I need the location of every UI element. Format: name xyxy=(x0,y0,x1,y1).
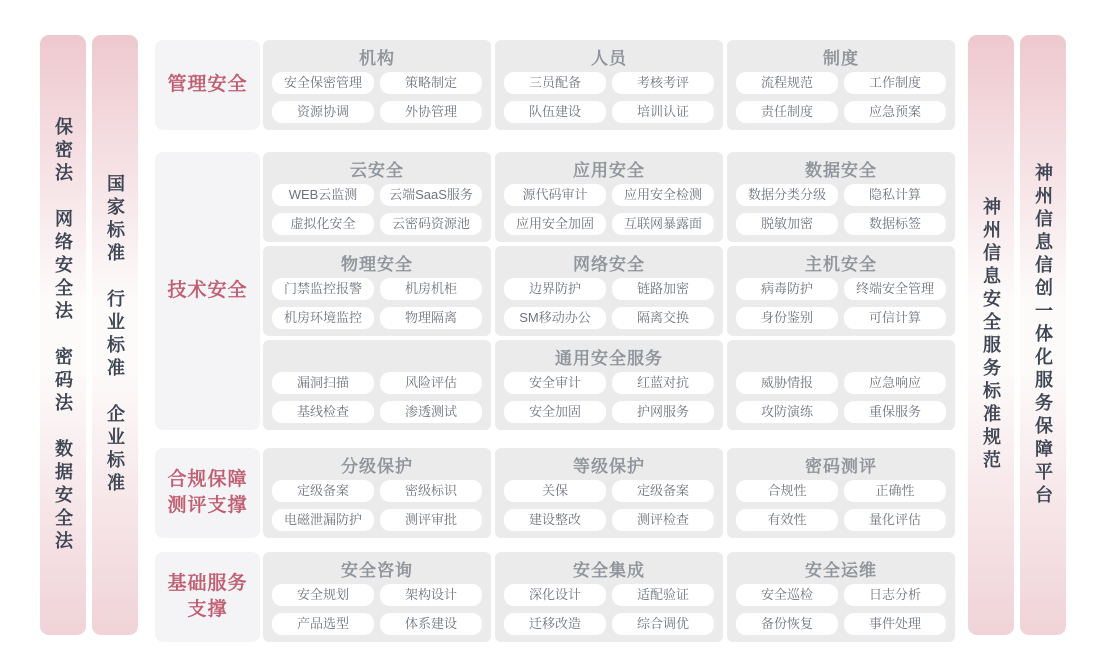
service-chip: 安全保密管理 xyxy=(272,72,374,94)
service-chip: 重保服务 xyxy=(844,401,946,423)
category-panel xyxy=(727,448,955,538)
category-title: 安全咨询 xyxy=(341,561,413,580)
service-chip: 培训认证 xyxy=(612,101,714,123)
panel-row xyxy=(263,152,955,242)
service-chip: 安全加固 xyxy=(504,401,606,423)
service-chip: 互联网暴露面 xyxy=(612,213,714,235)
panel-row xyxy=(263,246,955,336)
standards-bar-text: 国家标准 行业标准 企业标准 xyxy=(105,174,125,496)
service-chip: 事件处理 xyxy=(844,613,946,635)
category-title: 等级保护 xyxy=(573,457,645,476)
service-chip: 考核考评 xyxy=(612,72,714,94)
section-label-compliance xyxy=(155,448,260,538)
category-title: 通用安全服务 xyxy=(555,349,663,368)
service-chip-grid xyxy=(727,277,955,329)
panel-row xyxy=(263,552,955,642)
service-chip-grid xyxy=(495,71,723,123)
category-panel xyxy=(727,246,955,336)
panel-row xyxy=(263,40,955,130)
category-panel xyxy=(495,340,723,430)
service-chip: 应急响应 xyxy=(844,372,946,394)
panel-row xyxy=(263,340,955,430)
category-title: 物理安全 xyxy=(341,255,413,274)
service-chip-grid xyxy=(495,479,723,531)
service-chip: 安全规划 xyxy=(272,584,374,606)
service-chip: SM移动办公 xyxy=(504,307,606,329)
category-panel xyxy=(263,448,491,538)
service-chip: 量化评估 xyxy=(844,509,946,531)
category-panel xyxy=(727,552,955,642)
service-standard-bar-text: 神州信息安全服务标准规范 xyxy=(981,197,1001,473)
platform-bar-text: 神州信息信创一体化服务保障平台 xyxy=(1033,162,1053,508)
service-chip: 数据分类分级 xyxy=(736,184,838,206)
service-chip-grid xyxy=(263,583,491,635)
service-chip: 链路加密 xyxy=(612,278,714,300)
category-panel xyxy=(263,246,491,336)
category-panel xyxy=(263,340,491,430)
section-basic-services xyxy=(155,552,955,642)
service-chip: 合规性 xyxy=(736,480,838,502)
category-panel xyxy=(495,152,723,242)
service-chip: 机房机柜 xyxy=(380,278,482,300)
service-chip: 深化设计 xyxy=(504,584,606,606)
service-chip-grid xyxy=(495,583,723,635)
service-chip: 体系建设 xyxy=(380,613,482,635)
service-chip-grid xyxy=(727,371,955,423)
service-chip: 红蓝对抗 xyxy=(612,372,714,394)
section-label-line: 测评支撑 xyxy=(167,495,248,516)
service-chip-grid xyxy=(727,71,955,123)
category-title: 机构 xyxy=(359,49,395,68)
service-chip: 密级标识 xyxy=(380,480,482,502)
category-panel xyxy=(263,40,491,130)
category-title xyxy=(263,340,491,371)
service-chip: 安全巡检 xyxy=(736,584,838,606)
category-title: 安全运维 xyxy=(805,561,877,580)
category-title: 人员 xyxy=(591,49,627,68)
service-standard-bar xyxy=(968,35,1014,635)
service-chip: 云密码资源池 xyxy=(380,213,482,235)
section-management xyxy=(155,40,955,130)
category-panel xyxy=(263,552,491,642)
service-chip: 三员配备 xyxy=(504,72,606,94)
category-title xyxy=(727,340,955,371)
section-label-basic-services xyxy=(155,552,260,642)
category-panel xyxy=(495,448,723,538)
category-panel xyxy=(263,152,491,242)
service-chip: 关保 xyxy=(504,480,606,502)
service-chip: 虚拟化安全 xyxy=(272,213,374,235)
service-chip: 云端SaaS服务 xyxy=(380,184,482,206)
section-label-line: 技术安全 xyxy=(167,280,248,302)
service-chip-grid xyxy=(495,183,723,235)
service-chip: 基线检查 xyxy=(272,401,374,423)
service-chip-grid xyxy=(495,371,723,423)
service-chip: 病毒防护 xyxy=(736,278,838,300)
service-chip: 数据标签 xyxy=(844,213,946,235)
service-chip: 攻防演练 xyxy=(736,401,838,423)
category-title: 分级保护 xyxy=(341,457,413,476)
service-chip-grid xyxy=(727,583,955,635)
service-chip: 终端安全管理 xyxy=(844,278,946,300)
service-chip: 定级备案 xyxy=(272,480,374,502)
section-label-line: 合规保障 xyxy=(167,469,248,491)
service-chip: 架构设计 xyxy=(380,584,482,606)
service-chip: 护网服务 xyxy=(612,401,714,423)
service-chip-grid xyxy=(495,277,723,329)
service-chip: 外协管理 xyxy=(380,101,482,123)
service-chip: 应用安全检测 xyxy=(612,184,714,206)
service-chip: 漏洞扫描 xyxy=(272,372,374,394)
category-panel xyxy=(727,340,955,430)
service-chip: 资源协调 xyxy=(272,101,374,123)
service-chip: 机房环境监控 xyxy=(272,307,374,329)
category-panel xyxy=(495,40,723,130)
service-chip-grid xyxy=(727,183,955,235)
panel-row xyxy=(263,448,955,538)
service-chip: 安全审计 xyxy=(504,372,606,394)
service-chip: 隐私计算 xyxy=(844,184,946,206)
service-chip: 源代码审计 xyxy=(504,184,606,206)
service-chip-grid xyxy=(263,371,491,423)
section-content-compliance xyxy=(263,448,955,538)
service-chip: 可信计算 xyxy=(844,307,946,329)
section-label-management xyxy=(155,40,260,130)
service-chip: 综合调优 xyxy=(612,613,714,635)
service-chip: 迁移改造 xyxy=(504,613,606,635)
service-chip: 威胁情报 xyxy=(736,372,838,394)
category-title: 应用安全 xyxy=(573,161,645,180)
service-chip: 定级备案 xyxy=(612,480,714,502)
service-chip: 渗透测试 xyxy=(380,401,482,423)
category-title: 安全集成 xyxy=(573,561,645,580)
service-chip-grid xyxy=(263,71,491,123)
category-title: 数据安全 xyxy=(805,161,877,180)
service-chip: 脱敏加密 xyxy=(736,213,838,235)
service-chip: 流程规范 xyxy=(736,72,838,94)
service-chip: 风险评估 xyxy=(380,372,482,394)
section-label-line: 管理安全 xyxy=(167,74,248,96)
section-label-line: 基础服务 xyxy=(167,573,248,595)
service-chip: 边界防护 xyxy=(504,278,606,300)
section-content-technical xyxy=(263,152,955,430)
service-chip: 工作制度 xyxy=(844,72,946,94)
service-chip: 适配验证 xyxy=(612,584,714,606)
service-chip-grid xyxy=(263,479,491,531)
section-content-basic-services xyxy=(263,552,955,642)
service-chip: 隔离交换 xyxy=(612,307,714,329)
section-technical xyxy=(155,152,955,430)
service-chip-grid xyxy=(727,479,955,531)
section-compliance xyxy=(155,448,955,538)
section-label-line: 支撑 xyxy=(187,599,228,620)
service-chip: 备份恢复 xyxy=(736,613,838,635)
category-panel xyxy=(495,552,723,642)
service-chip-grid xyxy=(263,183,491,235)
service-chip: 应急预案 xyxy=(844,101,946,123)
service-chip: 日志分析 xyxy=(844,584,946,606)
section-label-technical xyxy=(155,152,260,430)
service-chip: 测评审批 xyxy=(380,509,482,531)
service-chip: 身份鉴别 xyxy=(736,307,838,329)
service-chip: 建设整改 xyxy=(504,509,606,531)
category-panel xyxy=(727,40,955,130)
service-chip: 物理隔离 xyxy=(380,307,482,329)
service-chip: 应用安全加固 xyxy=(504,213,606,235)
service-chip: 责任制度 xyxy=(736,101,838,123)
category-title: 网络安全 xyxy=(573,255,645,274)
category-title: 主机安全 xyxy=(805,255,877,274)
service-chip: 测评检查 xyxy=(612,509,714,531)
service-chip-grid xyxy=(263,277,491,329)
section-content-management xyxy=(263,40,955,130)
category-title: 云安全 xyxy=(350,161,404,180)
service-chip: 门禁监控报警 xyxy=(272,278,374,300)
service-chip: WEB云监测 xyxy=(272,184,374,206)
category-panel xyxy=(727,152,955,242)
platform-bar xyxy=(1020,35,1066,635)
service-chip: 电磁泄漏防护 xyxy=(272,509,374,531)
service-chip: 产品选型 xyxy=(272,613,374,635)
service-chip: 队伍建设 xyxy=(504,101,606,123)
laws-bar-text: 保密法 网络安全法 密码法 数据安全法 xyxy=(53,116,73,554)
service-chip: 有效性 xyxy=(736,509,838,531)
category-panel xyxy=(495,246,723,336)
service-chip: 正确性 xyxy=(844,480,946,502)
category-title: 密码测评 xyxy=(805,457,877,476)
service-chip: 策略制定 xyxy=(380,72,482,94)
category-title: 制度 xyxy=(823,49,859,68)
